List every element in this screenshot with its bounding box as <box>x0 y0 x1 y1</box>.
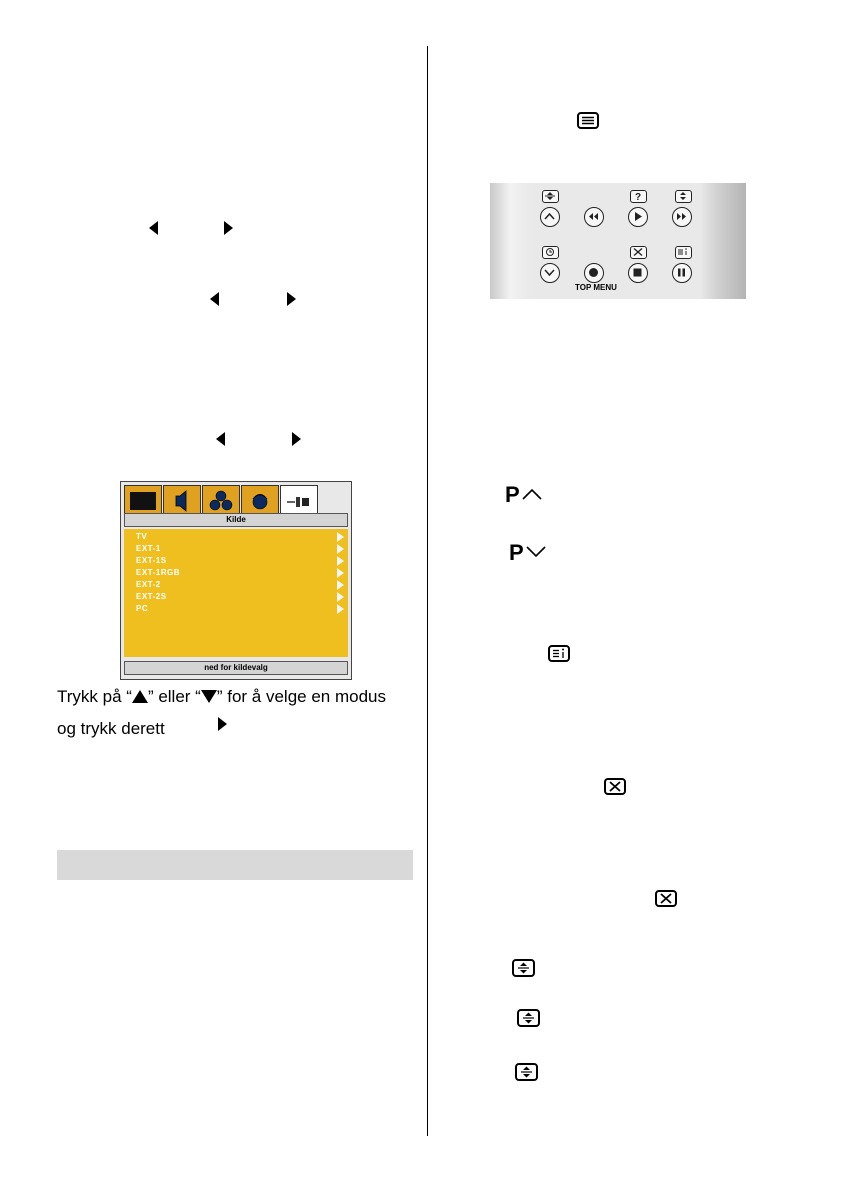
satellite-icon <box>242 486 278 516</box>
speaker-icon <box>164 486 200 516</box>
program-up-label: P <box>505 482 520 507</box>
right-arrow-icon <box>224 221 233 235</box>
index-icon <box>675 246 692 259</box>
source-tab[interactable] <box>280 485 318 516</box>
instruction-text: Trykk på “ ” eller “ ” for å velge en modus <box>57 687 386 706</box>
chevron-up-button[interactable] <box>540 207 560 227</box>
clock-icon <box>542 246 559 259</box>
chevron-right-icon <box>337 568 344 578</box>
chevron-right-icon <box>337 580 344 590</box>
up-arrow-icon <box>132 690 148 703</box>
size-icon <box>517 1009 540 1027</box>
reveal-icon <box>630 190 647 203</box>
pause-button[interactable] <box>672 263 692 283</box>
right-arrow-icon <box>218 717 227 731</box>
chevron-down-button[interactable] <box>540 263 560 283</box>
menu-footer: ned for kildevalg <box>124 661 348 675</box>
size-icon <box>542 190 559 203</box>
left-arrow-icon <box>149 221 158 235</box>
left-arrow-icon <box>210 292 219 306</box>
chevron-right-icon <box>337 556 344 566</box>
left-arrow-icon <box>216 432 225 446</box>
plug-icon <box>281 486 317 516</box>
svg-text:?: ? <box>635 192 642 201</box>
fast-forward-button[interactable] <box>672 207 692 227</box>
chevron-right-icon <box>337 544 344 554</box>
teletext-icon <box>577 112 599 129</box>
menu-item-tv[interactable]: TV <box>136 532 148 541</box>
update-icon <box>675 190 692 203</box>
menu-item-ext1rgb[interactable]: EXT-1RGB <box>136 568 181 577</box>
play-button[interactable] <box>628 207 648 227</box>
chevron-right-icon <box>337 604 344 614</box>
source-menu <box>120 481 352 680</box>
top-menu-label: TOP MENU <box>575 283 617 292</box>
chevron-right-icon <box>337 592 344 602</box>
stop-button[interactable] <box>628 263 648 283</box>
menu-item-ext1s[interactable]: EXT-1S <box>136 556 167 565</box>
cancel-icon <box>655 890 677 907</box>
circles-icon <box>203 486 239 516</box>
cancel-icon <box>630 246 647 259</box>
menu-item-ext2[interactable]: EXT-2 <box>136 580 161 589</box>
program-down-label: P <box>509 540 524 565</box>
menu-header: Kilde <box>124 513 348 527</box>
section-heading-bar <box>57 850 413 880</box>
down-arrow-icon <box>201 690 217 703</box>
size-icon <box>515 1063 538 1081</box>
chevron-right-icon <box>337 532 344 542</box>
column-divider <box>427 46 428 1136</box>
right-arrow-icon <box>292 432 301 446</box>
menu-item-ext2s[interactable]: EXT-2S <box>136 592 167 601</box>
size-icon <box>512 959 535 977</box>
cancel-icon <box>604 778 626 795</box>
record-button[interactable] <box>584 263 604 283</box>
right-arrow-icon <box>287 292 296 306</box>
chevron-up-icon <box>521 487 543 501</box>
chevron-down-icon <box>525 545 547 559</box>
menu-list <box>124 529 348 657</box>
menu-item-ext1[interactable]: EXT-1 <box>136 544 161 553</box>
rewind-button[interactable] <box>584 207 604 227</box>
menu-item-pc[interactable]: PC <box>136 604 149 613</box>
remote-control-panel <box>490 183 746 299</box>
instruction-text-2: og trykk derett <box>57 719 165 738</box>
index-icon <box>548 645 570 662</box>
